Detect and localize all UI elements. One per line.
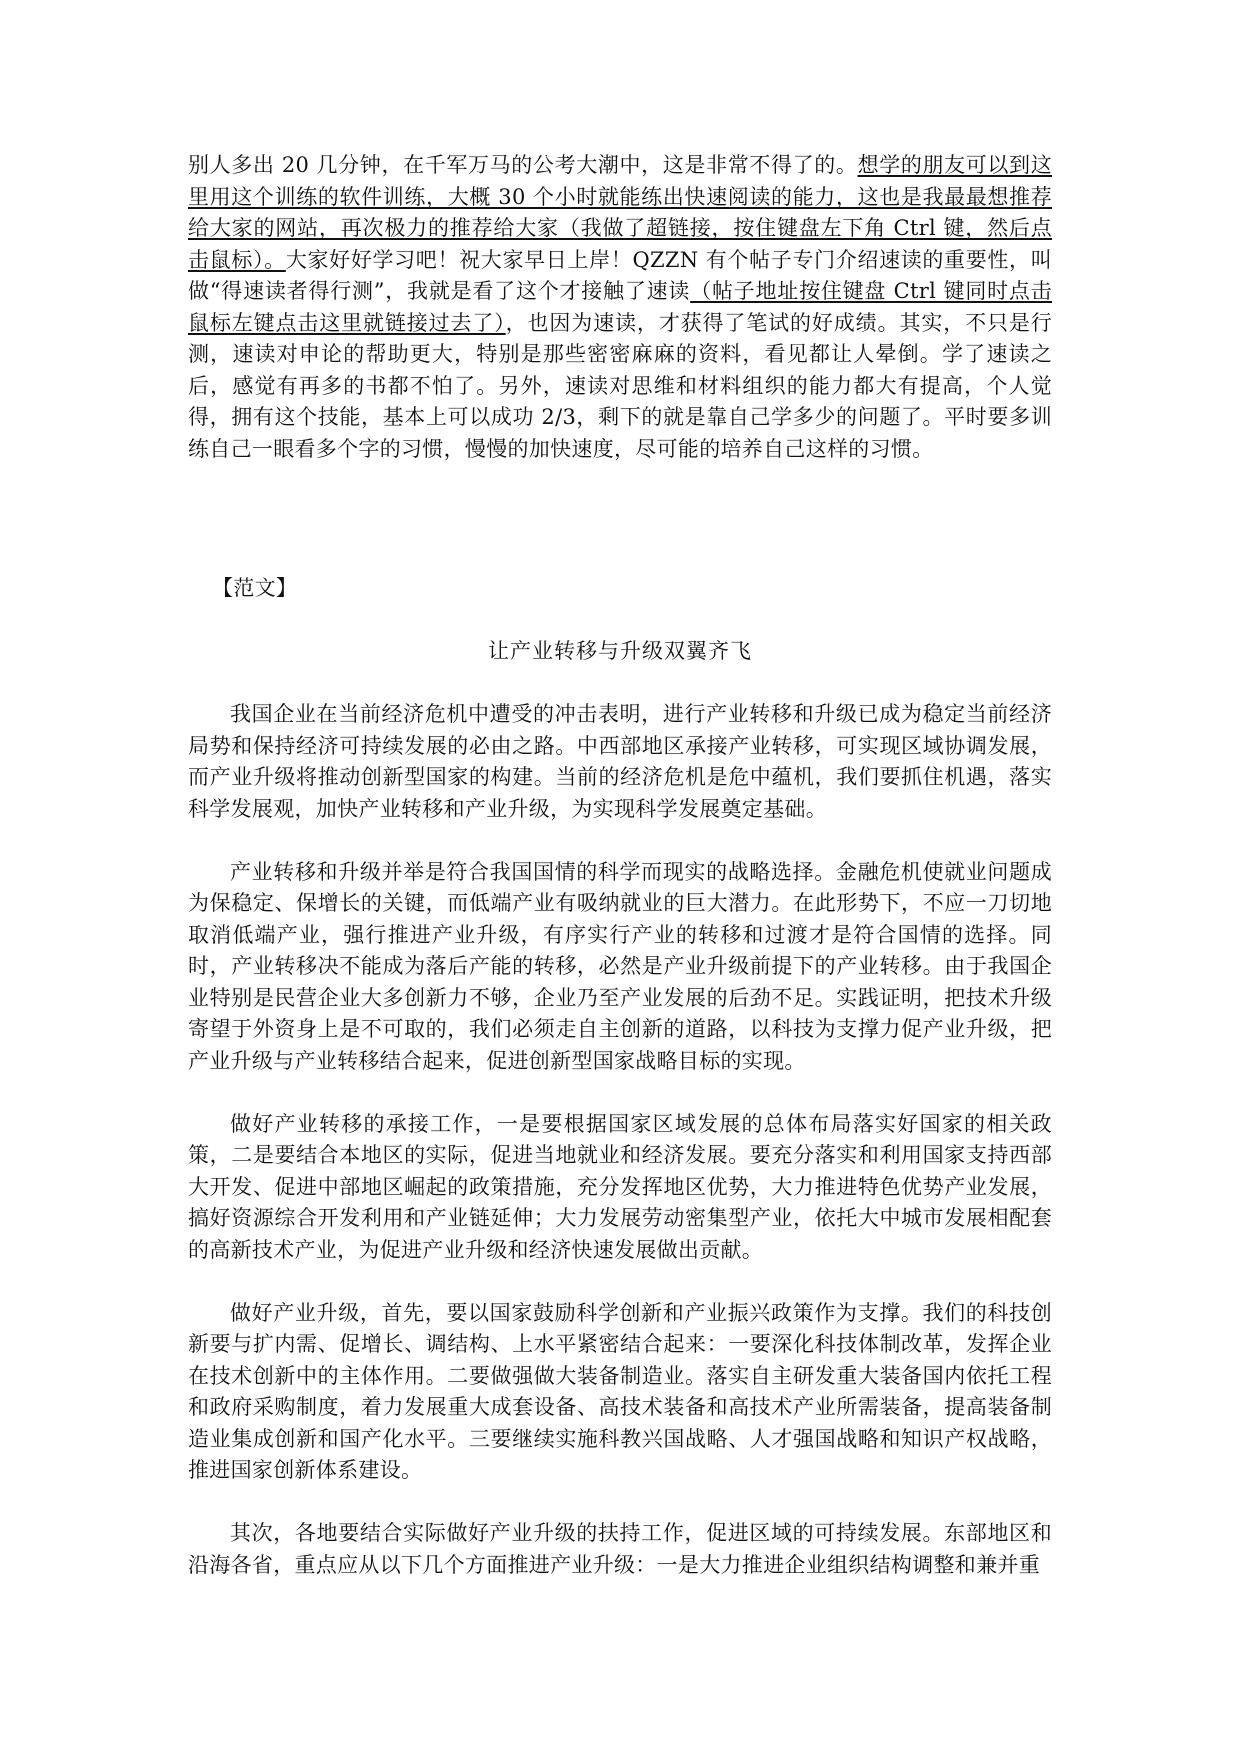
essay-paragraph: 产业转移和升级并举是符合我国国情的科学而现实的战略选择。金融危机使就业问题成为保稳定、保增长的关键，而低端产业有吸纳就业的巨大潜力。在此形势下，不应一刀切地取消低端产业，强行推进产业升级，有序实行产业的转移和过渡才是符合国情的选择。同时，产业转移决不能成为落后产能的转移，必然是产业升级前提下的产业转移。由于我国企业特别是民营企业大多创新力不够，企业乃至产业发展的后劲不足。实践证明，把技术升级寄望于外资身上是不可取的，我们必须走自主创新的道路，以科技为支撑力促产业升级，把产业升级与产业转移结合起来，促进创新型国家战略目标的实现。 [188, 859, 1052, 1073]
spacer [188, 1077, 1052, 1109]
spacer [188, 1266, 1052, 1298]
spacer [188, 668, 1052, 700]
essay-paragraph: 我国企业在当前经济危机中遭受的冲击表明，进行产业转移和升级已成为稳定当前经济局势和保持经济可持续发展的必由之路。中西部地区承接产业转移，可实现区域协调发展，而产业升级将推动创新型国家的构建。当前的经济危机是危中蕴机，我们要抓住机遇，落实科学发展观，加快产业转移和产业升级，为实现科学发展奠定基础。 [188, 702, 1052, 821]
intro-text-2: 大家好好学习吧！祝大家早日上岸！QZZN 有个帖子专门介绍速读的重要性，叫做“得速读者得行测”，我就是看了这个才接触了速读 [188, 247, 1053, 303]
training-software-link[interactable]: 想学的朋友可以到这里用这个训练的软件训练，大概 30 个小时就能练出快速阅读的能力，这也是我最最想推荐给大家的网站，再次极力的推荐给大家（我做了超链接，按住键盘左下角 Ctrl 键，然后点击鼠标）。 [188, 153, 1052, 272]
spacer [188, 465, 1052, 573]
intro-paragraph [188, 150, 1052, 465]
spacer [188, 605, 1052, 637]
essay-title: 让产业转移与升级双翼齐飞 [488, 639, 752, 663]
intro-text-3: ，也因为速读，才获得了笔试的好成绩。其实，不只是行测，速读对申论的帮助更大，特别是那些密密麻麻的资料，看见都让人晕倒。学了速读之后，感觉有再多的书都不怕了。另外，速读对思维和材料组织的能力都大有提高，个人觉得，拥有这个技能，基本上可以成功 2/3，剩下的就是靠自己学多少的问题了。平时要多训练自己一眼看多个字的习惯，慢慢的加快速度，尽可能的培养自己这样的习惯。 [188, 310, 1052, 461]
spacer [188, 825, 1052, 857]
intro-text-1: 别人多出 20 几分钟，在千军万马的公考大潮中，这是非常不得了的。 [188, 153, 858, 177]
document-page [188, 150, 1052, 1581]
section-heading: 【范文】 [212, 576, 298, 600]
essay-paragraph: 做好产业升级，首先，要以国家鼓励科学创新和产业振兴政策作为支撑。我们的科技创新要与扩内需、促增长、调结构、上水平紧密结合起来：一要深化科技体制改革，发挥企业在技术创新中的主体作用。二要做强做大装备制造业。落实自主研发重大装备国内依托工程和政府采购制度，着力发展重大成套设备、高技术装备和高技术产业所需装备，提高装备制造业集成创新和国产化水平。三要继续实施科教兴国战略、人才强国战略和知识产权战略，推进国家创新体系建设。 [188, 1300, 1052, 1482]
essay-paragraph: 其次，各地要结合实际做好产业升级的扶持工作，促进区域的可持续发展。东部地区和沿海各省，重点应从以下几个方面推进产业升级：一是大力推进企业组织结构调整和兼并重 [188, 1521, 1052, 1577]
essay-paragraph: 做好产业转移的承接工作，一是要根据国家区域发展的总体布局落实好国家的相关政策，二是要结合本地区的实际，促进当地就业和经济发展。要充分落实和利用国家支持西部大开发、促进中部地区崛起的政策措施，充分发挥地区优势，大力推进特色优势产业发展，搞好资源综合开发利用和产业链延伸；大力发展劳动密集型产业，依托大中城市发展相配套的高新技术产业，为促进产业升级和经济快速发展做出贡献。 [188, 1111, 1052, 1262]
spacer [188, 1487, 1052, 1519]
forum-post-link[interactable]: （帖子地址按住键盘 Ctrl 键同时点击鼠标左键点击这里就链接过去了） [188, 279, 1052, 335]
